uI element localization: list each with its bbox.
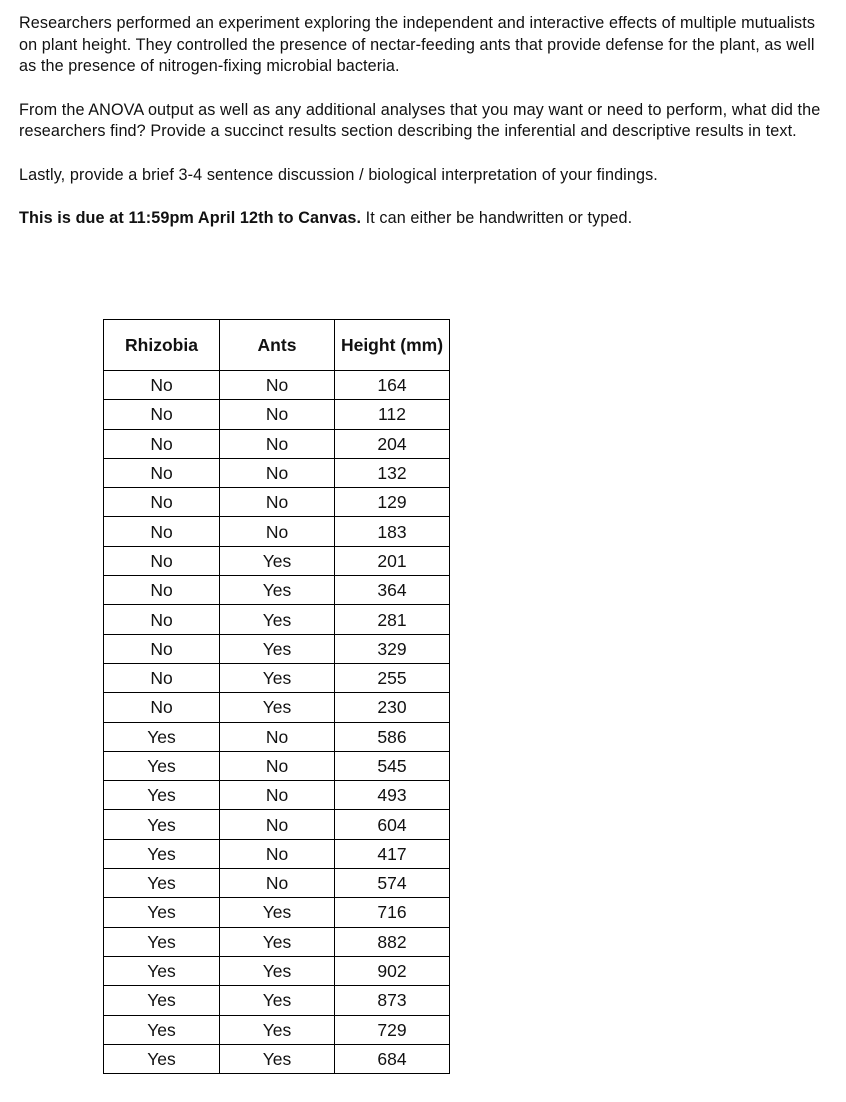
cell-rhizobia: No [104, 488, 220, 517]
table-row [104, 693, 450, 722]
cell-rhizobia: No [104, 400, 220, 429]
due-date-bold: This is due at 11:59pm April 12th to Canvas. [19, 209, 362, 227]
cell-ants: No [220, 869, 335, 898]
cell-rhizobia: No [104, 458, 220, 487]
cell-height: 882 [335, 927, 450, 956]
cell-rhizobia: Yes [104, 839, 220, 868]
due-note-rest: It can either be handwritten or typed. [361, 209, 633, 227]
table-row [104, 400, 450, 429]
cell-height: 132 [335, 458, 450, 487]
cell-ants: Yes [220, 927, 335, 956]
discussion-prompt: Lastly, provide a brief 3-4 sentence discussion / biological interpretation of your findings. [19, 165, 658, 184]
cell-ants: Yes [220, 986, 335, 1015]
cell-height: 281 [335, 605, 450, 634]
cell-rhizobia: Yes [104, 722, 220, 751]
table-row [104, 458, 450, 487]
cell-height: 902 [335, 956, 450, 985]
cell-rhizobia: No [104, 517, 220, 546]
cell-rhizobia: Yes [104, 986, 220, 1015]
cell-rhizobia: No [104, 429, 220, 458]
cell-ants: Yes [220, 546, 335, 575]
cell-height: 604 [335, 810, 450, 839]
table-row [104, 781, 450, 810]
due-note [19, 208, 829, 230]
cell-ants: Yes [220, 605, 335, 634]
table-row [104, 927, 450, 956]
table-row [104, 605, 450, 634]
cell-height: 204 [335, 429, 450, 458]
cell-height: 201 [335, 546, 450, 575]
cell-rhizobia: No [104, 546, 220, 575]
cell-height: 112 [335, 400, 450, 429]
cell-rhizobia: Yes [104, 1044, 220, 1073]
cell-ants: No [220, 517, 335, 546]
cell-rhizobia: Yes [104, 810, 220, 839]
cell-ants: Yes [220, 663, 335, 692]
cell-rhizobia: Yes [104, 781, 220, 810]
table-row [104, 839, 450, 868]
cell-height: 716 [335, 898, 450, 927]
table-row [104, 371, 450, 400]
table-row [104, 634, 450, 663]
table-row [104, 663, 450, 692]
cell-rhizobia: Yes [104, 898, 220, 927]
cell-ants: No [220, 488, 335, 517]
cell-rhizobia: Yes [104, 927, 220, 956]
cell-height: 364 [335, 576, 450, 605]
cell-height: 417 [335, 839, 450, 868]
cell-height: 684 [335, 1044, 450, 1073]
cell-ants: Yes [220, 1015, 335, 1044]
cell-height: 230 [335, 693, 450, 722]
table-row [104, 722, 450, 751]
cell-ants: No [220, 400, 335, 429]
cell-ants: Yes [220, 693, 335, 722]
cell-height: 574 [335, 869, 450, 898]
cell-height: 729 [335, 1015, 450, 1044]
cell-rhizobia: No [104, 634, 220, 663]
cell-ants: No [220, 371, 335, 400]
cell-height: 255 [335, 663, 450, 692]
table-row [104, 429, 450, 458]
cell-rhizobia: Yes [104, 869, 220, 898]
table-row [104, 546, 450, 575]
cell-ants: Yes [220, 1044, 335, 1073]
cell-ants: No [220, 781, 335, 810]
cell-ants: No [220, 722, 335, 751]
cell-height: 329 [335, 634, 450, 663]
cell-rhizobia: No [104, 576, 220, 605]
table-row [104, 810, 450, 839]
cell-rhizobia: Yes [104, 956, 220, 985]
table-row [104, 986, 450, 1015]
cell-height: 493 [335, 781, 450, 810]
table-row [104, 956, 450, 985]
cell-height: 164 [335, 371, 450, 400]
header-height: Height (mm) [335, 320, 450, 371]
cell-ants: No [220, 429, 335, 458]
cell-height: 586 [335, 722, 450, 751]
header-ants: Ants [220, 320, 335, 371]
table-row [104, 576, 450, 605]
table-header-row [104, 320, 450, 371]
table-row [104, 488, 450, 517]
cell-height: 545 [335, 751, 450, 780]
header-rhizobia: Rhizobia [104, 320, 220, 371]
cell-rhizobia: No [104, 663, 220, 692]
table-body [104, 371, 450, 1074]
table-row [104, 1044, 450, 1073]
intro-paragraph: Researchers performed an experiment exploring the independent and interactive effects of multiple mutualists on plant height. They controlled the presence of nectar-feeding ants that provide defense for the plant, as well as the presence of nitrogen-fixing microbial bacteria. [19, 14, 816, 75]
cell-ants: No [220, 839, 335, 868]
table-row [104, 898, 450, 927]
cell-rhizobia: No [104, 693, 220, 722]
cell-height: 873 [335, 986, 450, 1015]
table-row [104, 1015, 450, 1044]
cell-ants: Yes [220, 956, 335, 985]
cell-ants: No [220, 810, 335, 839]
cell-ants: Yes [220, 634, 335, 663]
cell-rhizobia: Yes [104, 1015, 220, 1044]
table-row [104, 869, 450, 898]
cell-ants: No [220, 458, 335, 487]
cell-rhizobia: Yes [104, 751, 220, 780]
question-paragraph: From the ANOVA output as well as any additional analyses that you may want or need to perform, what did the researchers find? Provide a succinct results section describing the inferential and descriptive results in text. [19, 100, 821, 140]
cell-ants: No [220, 751, 335, 780]
height-data-table [103, 319, 450, 1074]
table-row [104, 517, 450, 546]
cell-ants: Yes [220, 576, 335, 605]
cell-rhizobia: No [104, 605, 220, 634]
cell-rhizobia: No [104, 371, 220, 400]
cell-height: 183 [335, 517, 450, 546]
table-row [104, 751, 450, 780]
document-body [19, 13, 829, 230]
cell-ants: Yes [220, 898, 335, 927]
cell-height: 129 [335, 488, 450, 517]
